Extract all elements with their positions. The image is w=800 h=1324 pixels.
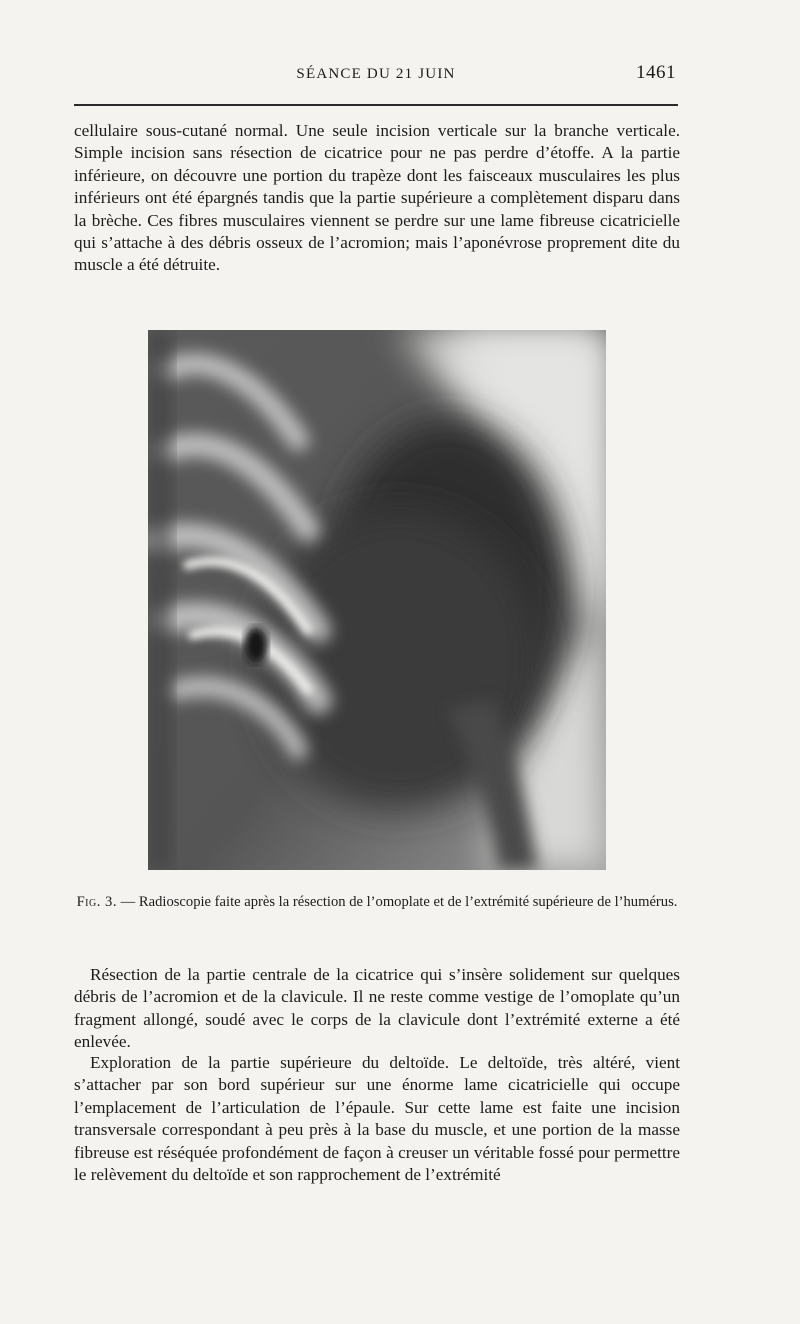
page-header [74,62,678,88]
page-number: 1461 [636,62,676,83]
body-paragraph: cellulaire sous-cutané normal. Une seule incision verticale sur la branche verticale. Simple incision sans résection de cicatrice pour ne pas perdre d’étoffe. A la partie inférieure, on découvre une portion du trapèze dont les faisceaux musculaires les plus inférieurs ont été épargnés tandis que la partie supérieure a complètement disparu dans la brèche. Ces fibres musculaires viennent se perdre sur une lame fibreuse cicatricielle qui s’attache à des débris osseux de l’acromion; mais l’aponévrose proprement dite du muscle a été détruite. [74,121,680,275]
figure-caption-text: — Radioscopie faite après la résection de l’omoplate et de l’extrémité supérieure de l’humérus. [120,894,678,910]
running-head: SÉANCE DU 21 JUIN [296,66,456,82]
header-rule [74,104,678,106]
figure-label: Fig. 3. [76,894,117,910]
radiograph-image [148,330,606,870]
body-paragraph: Résection de la partie centrale de la cicatrice qui s’insère solidement sur quelques débris de l’acromion et de la clavicule. Il ne reste comme vestige de l’omoplate qu’un fragment allongé, soudé avec le corps de la clavicule dont l’extrémité externe a été enlevée. [74,965,680,1052]
body-paragraph: Exploration de la partie supérieure du deltoïde. Le deltoïde, très altéré, vient s’attacher par son bord supérieur sur une énorme lame cicatricielle qui occupe l’emplacement de l’articulation de l’épaule. Sur cette lame est faite une incision transversale correspondant à peu près à la base du muscle, et une portion de la masse fibreuse est réséquée profondément de façon à creuser un véritable fossé pour permettre le relèvement du deltoïde et son rapprochement de l’extrémité [74,1053,680,1185]
figure-caption [74,893,680,912]
radiograph-figure [148,330,606,870]
